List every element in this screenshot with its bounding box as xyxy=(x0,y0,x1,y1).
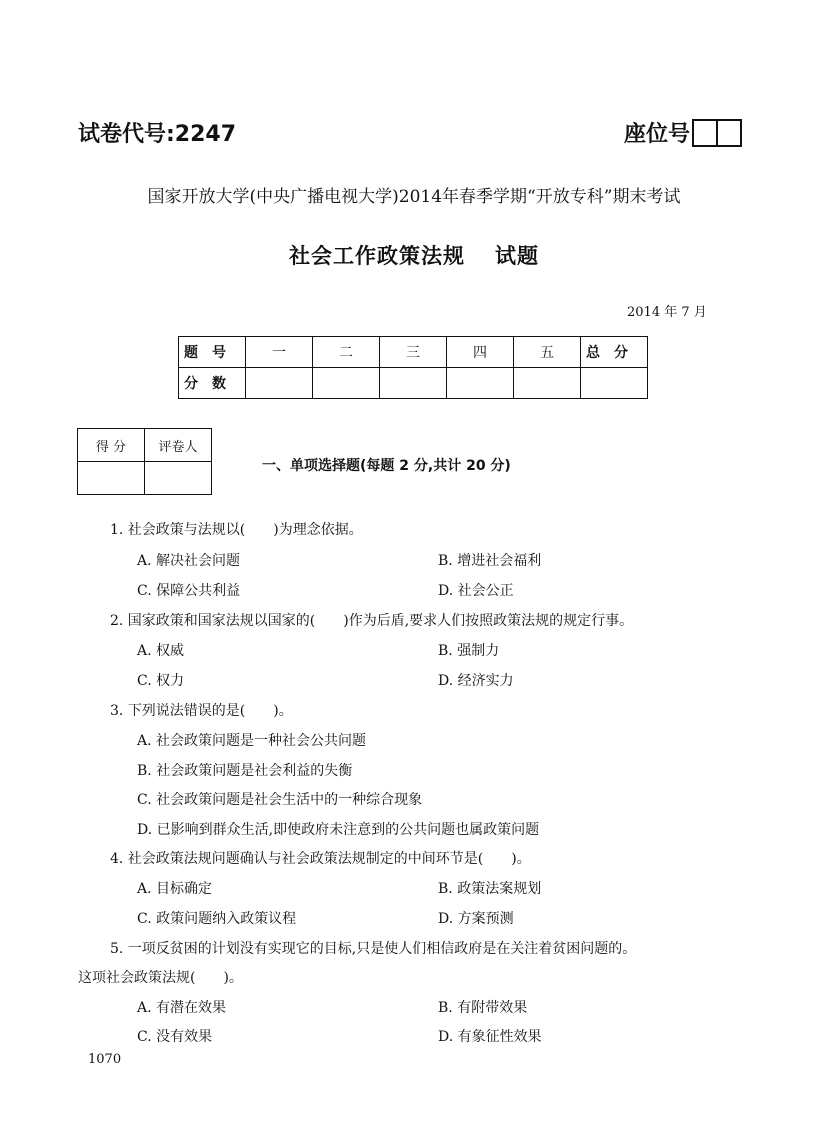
score-table xyxy=(178,336,648,399)
question-option: D. 方案预测 xyxy=(438,911,514,927)
question-option: B. 政策法案规划 xyxy=(438,881,542,897)
question-stem-continuation: 这项社会政策法规( )。 xyxy=(78,970,243,986)
question-option: D. 有象征性效果 xyxy=(438,1029,542,1045)
question-option: C. 权力 xyxy=(137,673,185,689)
question-option: A. 社会政策问题是一种社会公共问题 xyxy=(137,733,367,749)
score-table-total: 总分 xyxy=(581,337,648,368)
question-stem: 5. 一项反贫困的计划没有实现它的目标,只是使人们相信政府是在关注着贫困问题的。 xyxy=(110,941,637,957)
question-option: B. 增进社会福利 xyxy=(438,553,542,569)
score-table-score-row xyxy=(179,368,648,399)
title-suffix: 试题 xyxy=(495,244,539,268)
exam-date: 2014 年 7 月 xyxy=(627,305,707,320)
question-option: D. 社会公正 xyxy=(438,583,514,599)
question-stem: 1. 社会政策与法规以( )为理念依据。 xyxy=(110,522,363,538)
grader-score-cell xyxy=(78,462,145,495)
question-option: B. 社会政策问题是社会利益的失衡 xyxy=(137,763,353,779)
grader-label: 评卷人 xyxy=(145,429,212,462)
score-cell xyxy=(447,368,514,399)
question-option: B. 有附带效果 xyxy=(438,1000,528,1016)
score-cell xyxy=(581,368,648,399)
score-table-col-1: 一 xyxy=(246,337,313,368)
score-table-row1-head: 题号 xyxy=(179,337,246,368)
exam-code: 试卷代号:2247 xyxy=(78,122,237,147)
question-option: C. 没有效果 xyxy=(137,1029,213,1045)
question-option: A. 有潜在效果 xyxy=(137,1000,227,1016)
exam-header: 国家开放大学(中央广播电视大学)2014年春季学期“开放专科”期末考试 xyxy=(147,187,681,207)
score-table-col-2: 二 xyxy=(313,337,380,368)
exam-title xyxy=(0,240,828,270)
score-cell xyxy=(514,368,581,399)
question-option: A. 目标确定 xyxy=(137,881,213,897)
score-cell xyxy=(380,368,447,399)
question-option: C. 保障公共利益 xyxy=(137,583,241,599)
page-number: 1070 xyxy=(88,1052,122,1067)
score-cell xyxy=(313,368,380,399)
question-option: C. 社会政策问题是社会生活中的一种综合现象 xyxy=(137,792,423,808)
question-option: B. 强制力 xyxy=(438,643,500,659)
question-option: D. 经济实力 xyxy=(438,673,514,689)
section-title: 一、单项选择题(每题 2 分,共计 20 分) xyxy=(262,458,511,474)
seat-label: 座位号 xyxy=(624,122,691,147)
question-stem: 2. 国家政策和国家法规以国家的( )作为后盾,要求人们按照政策法规的规定行事。 xyxy=(110,613,634,629)
seat-boxes xyxy=(692,119,742,147)
question-option: A. 权威 xyxy=(137,643,185,659)
score-table-col-3: 三 xyxy=(380,337,447,368)
score-table-col-5: 五 xyxy=(514,337,581,368)
grader-score-label: 得 分 xyxy=(78,429,145,462)
grader-table xyxy=(77,428,212,495)
question-option: D. 已影响到群众生活,即使政府未注意到的公共问题也属政策问题 xyxy=(137,822,540,838)
score-table-header-row xyxy=(179,337,648,368)
score-cell xyxy=(246,368,313,399)
question-option: C. 政策问题纳入政策议程 xyxy=(137,911,297,927)
score-table-col-4: 四 xyxy=(447,337,514,368)
question-option: A. 解决社会问题 xyxy=(137,553,241,569)
question-stem: 4. 社会政策法规问题确认与社会政策法规制定的中间环节是( )。 xyxy=(110,851,531,867)
grader-name-cell xyxy=(145,462,212,495)
title-main: 社会工作政策法规 xyxy=(289,244,465,268)
question-stem: 3. 下列说法错误的是( )。 xyxy=(110,703,293,719)
score-table-row2-head: 分数 xyxy=(179,368,246,399)
seat-number xyxy=(624,117,742,148)
seat-box xyxy=(692,119,718,147)
seat-box xyxy=(718,119,742,147)
